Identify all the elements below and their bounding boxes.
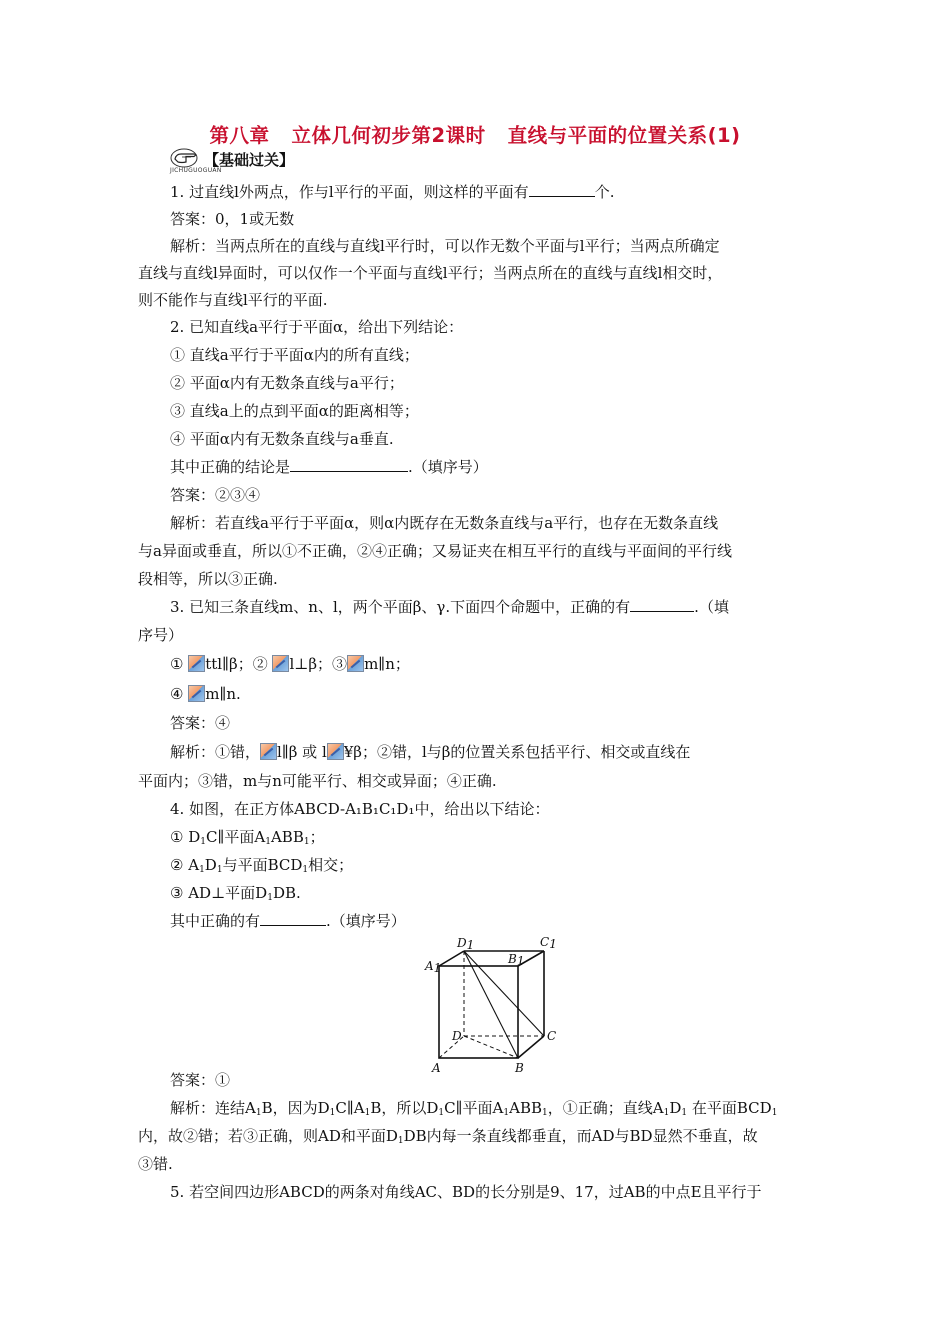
q3-answer: 答案：④: [170, 714, 231, 732]
q4-option-1: ① $D_1C\parallel$平面$A_1ABB_1$；: [170, 828, 325, 847]
q1-analysis-1: 解析：当两点所在的直线与直线l平行时，可以作无数个平面与l平行；当两点所确定: [170, 237, 720, 255]
cube-edge-a1d1: [439, 951, 464, 966]
q4-analysis-2: 内，故②错；若③正确，则AD和平面$D_1DB$内每一条直线都垂直，而AD与BD显然不垂直，故: [138, 1127, 758, 1146]
q2-analysis-2: 与a异面或垂直，所以①不正确，②④正确；又易证夹在相互平行的直线与平面间的平行线: [138, 542, 732, 560]
broken-image-icon: [260, 743, 277, 760]
q2-option-3: ③ 直线a上的点到平面α的距离相等；: [170, 402, 419, 420]
label-b1: B1: [508, 952, 525, 968]
page-title: 第八章 立体几何初步第2课时 直线与平面的位置关系(1): [209, 124, 741, 147]
q4-analysis-3: ③错.: [138, 1155, 173, 1173]
q5-question: 5. 若空间四边形ABCD的两条对角线AC、BD的长分别是9、17，过AB的中点E且平行于: [170, 1183, 762, 1201]
broken-image-icon: [188, 655, 205, 672]
q3-options-row2: ④ m∥n.: [170, 685, 241, 703]
cube-diagonal-d1c: [464, 951, 544, 1036]
label-d: D: [452, 1029, 462, 1043]
label-b: B: [515, 1061, 524, 1075]
section-pinyin: JICHUGUOGUAN: [170, 167, 222, 174]
broken-image-icon: [347, 655, 364, 672]
q1-question: 1. 过直线l外两点，作与l平行的平面，则这样的平面有 个.: [170, 183, 615, 201]
q4-analysis-1: 解析：连结$A_1B$，因为$D_1C\parallel A_1B$，所以$D_1C\parallel$平面$A_1ABB_1$，①正确；直线$A_1D_1$ 在平面$BCD_1$: [170, 1099, 778, 1118]
answer-blank: [290, 457, 408, 472]
q2-option-2: ② 平面α内有无数条直线与a平行；: [170, 374, 404, 392]
cube-diagonal-db: [464, 1036, 518, 1058]
q1-answer: 答案：0，1或无数: [170, 210, 295, 228]
q4-answer: 答案：①: [170, 1071, 231, 1089]
label-a1: A1: [425, 959, 442, 975]
q3-analysis-1: 解析：①错， l∥β 或 l ¥β；②错，l与β的位置关系包括平行、相交或直线在: [170, 743, 691, 761]
cube-diagonal-d1b: [464, 951, 518, 1058]
q1-analysis-3: 则不能作与直线l平行的平面.: [138, 291, 328, 309]
q3-question: 3. 已知三条直线m、n、l，两个平面β、γ.下面四个命题中，正确的有 .（填: [170, 598, 729, 616]
cube-figure: [420, 932, 570, 1077]
q2-question: 2. 已知直线a平行于平面α，给出下列结论：: [170, 318, 464, 336]
pointing-hand-icon: [170, 147, 202, 169]
section-label: 【基础过关】: [204, 151, 295, 169]
broken-image-icon: [327, 743, 344, 760]
q3-analysis-2: 平面内；③错，m与n可能平行、相交或异面；④正确.: [138, 772, 497, 790]
q3-options-row1: ① ttl∥β；② l⊥β；③ m∥n；: [170, 655, 410, 673]
q1-analysis-2: 直线与直线l异面时，可以仅作一个平面与直线l平行；当两点所在的直线与直线l相交时，: [138, 264, 723, 282]
q4-question: 4. 如图，在正方体ABCD-A₁B₁C₁D₁中，给出以下结论：: [170, 800, 550, 818]
q2-answer: 答案：②③④: [170, 486, 261, 504]
label-c: C: [547, 1029, 557, 1043]
q4-prompt: 其中正确的有 .（填序号）: [170, 912, 406, 930]
label-a: A: [432, 1061, 441, 1075]
q2-option-4: ④ 平面α内有无数条直线与a垂直.: [170, 430, 394, 448]
q2-prompt: 其中正确的结论是 .（填序号）: [170, 458, 488, 476]
label-d1: D1: [457, 936, 475, 952]
q2-option-1: ① 直线a平行于平面α内的所有直线；: [170, 346, 419, 364]
label-c1: C1: [540, 935, 557, 951]
answer-blank: [529, 182, 595, 197]
q2-analysis-3: 段相等，所以③正确.: [138, 570, 278, 588]
answer-blank: [630, 597, 694, 612]
q2-analysis-1: 解析：若直线a平行于平面α，则α内既存在无数条直线与a平行，也存在无数条直线: [170, 514, 719, 532]
cube-edge-bc: [518, 1036, 544, 1058]
q4-option-2: ② $A_1D_1$与平面$BCD_1$相交；: [170, 856, 354, 875]
q4-option-3: ③ AD⊥平面$D_1DB$.: [170, 884, 301, 903]
broken-image-icon: [188, 685, 205, 702]
answer-blank: [260, 911, 326, 926]
broken-image-icon: [272, 655, 289, 672]
q3-question-cont: 序号）: [138, 626, 184, 644]
